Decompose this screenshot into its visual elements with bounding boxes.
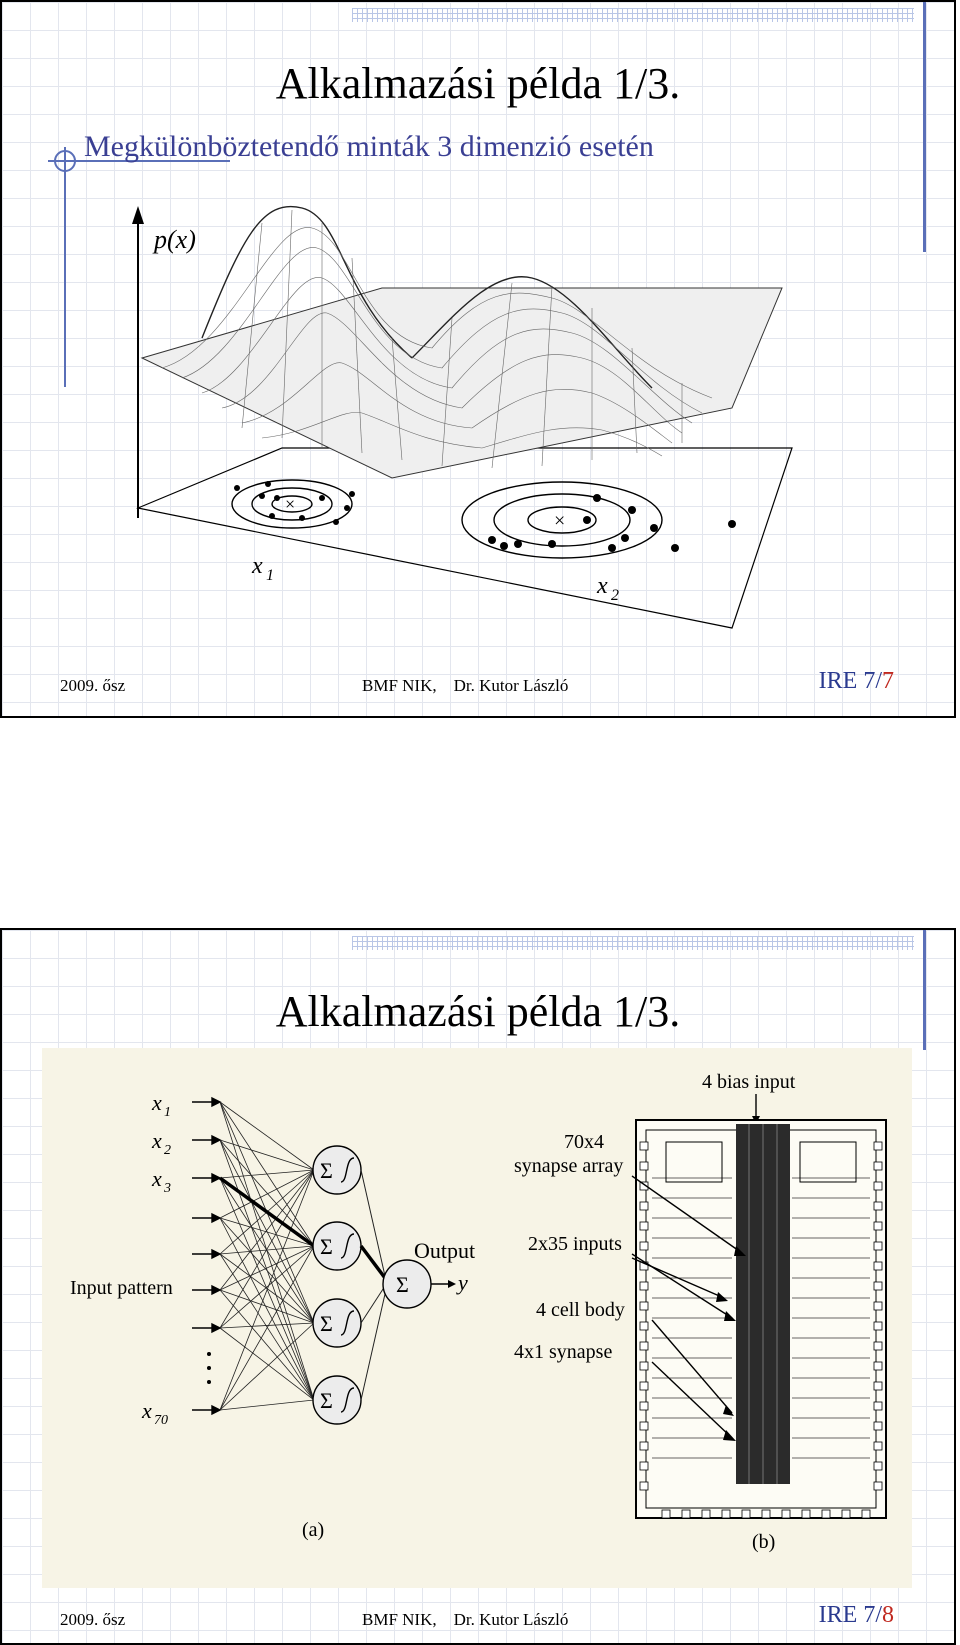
cell-body-label: 4 cell body [536,1299,625,1321]
slide-title: Alkalmazási példa 1/3. [275,987,681,1036]
footer-author: Dr. Kutor László [453,1610,569,1629]
decorative-crosshair [64,147,66,387]
input-label-70: x [142,1398,152,1423]
x2-subscript: 2 [611,587,619,604]
decorative-band [352,8,914,22]
slide-footer [2,1602,954,1636]
inputs-label: 2x35 inputs [528,1233,622,1255]
slide-footer [2,668,954,702]
panel-b-label: (b) [752,1531,776,1553]
footer-page [819,1602,894,1629]
slide-2 [0,928,956,1645]
footer-org: BMF NIK, [362,676,437,695]
p-axis-label: p(x) [154,225,196,254]
neuron-sigma-1: Σ [320,1158,333,1183]
x2-label: x [597,573,608,599]
footer-date: 2009. ősz [60,1610,126,1629]
panel-a-label: (a) [302,1519,325,1541]
input-sub-2: 2 [164,1143,171,1158]
footer-org-author [362,676,568,696]
output-y-label: y [458,1270,468,1295]
footer-page [819,668,894,695]
synapse-array-count: 70x4 [564,1131,604,1153]
output-label: Output [414,1238,476,1263]
x1-subscript: 1 [266,567,274,584]
neuron-sigma-2: Σ [320,1234,333,1259]
footer-page-prefix: IRE 7/ [818,668,882,694]
slide-subtitle: Megkülönböztetendő minták 3 dimenzió esetén [84,130,654,163]
input-sub-70: 70 [154,1413,168,1428]
footer-date: 2009. ősz [60,676,126,695]
neuron-sigma-3: Σ [320,1311,333,1336]
slide-title: Alkalmazási példa 1/3. [275,59,681,108]
base-plane [138,448,792,628]
gaussian-surface-figure [92,198,872,638]
cluster-2 [462,482,736,558]
footer-author: Dr. Kutor László [453,676,569,695]
input-pattern-label: Input pattern [70,1277,173,1299]
footer-page-number: 7 [882,668,894,694]
chip-diagram-b [514,1071,886,1553]
surface-mesh [142,207,782,478]
bias-input-label: 4 bias input [702,1071,796,1093]
decorative-line [923,2,926,252]
svg-text:×: × [554,510,566,532]
synapse-array-label: synapse array [514,1155,624,1177]
hidden-neurons [313,1146,361,1424]
footer-page-number: 8 [882,1602,894,1628]
neuron-sigma-4: Σ [320,1388,333,1413]
input-label-2: x [152,1128,162,1153]
footer-org: BMF NIK, [362,1610,437,1629]
slide-1 [0,0,956,718]
input-label-1: x [152,1090,162,1115]
p-axis-arrow [132,206,144,224]
neural-network-figure [52,1058,912,1588]
footer-page-prefix: IRE 7/ [818,1602,882,1628]
decorative-band [352,936,914,950]
input-label-3: x [152,1166,162,1191]
footer-org-author [362,1610,568,1630]
x1-label: x [252,553,263,579]
input-sub-3: 3 [164,1181,171,1196]
cluster-1 [232,480,355,528]
svg-text:×: × [285,494,296,514]
input-sub-1: 1 [164,1105,171,1120]
output-sigma: Σ [396,1272,409,1297]
network-diagram-a [70,1090,475,1541]
synapse-label: 4x1 synapse [514,1341,613,1363]
